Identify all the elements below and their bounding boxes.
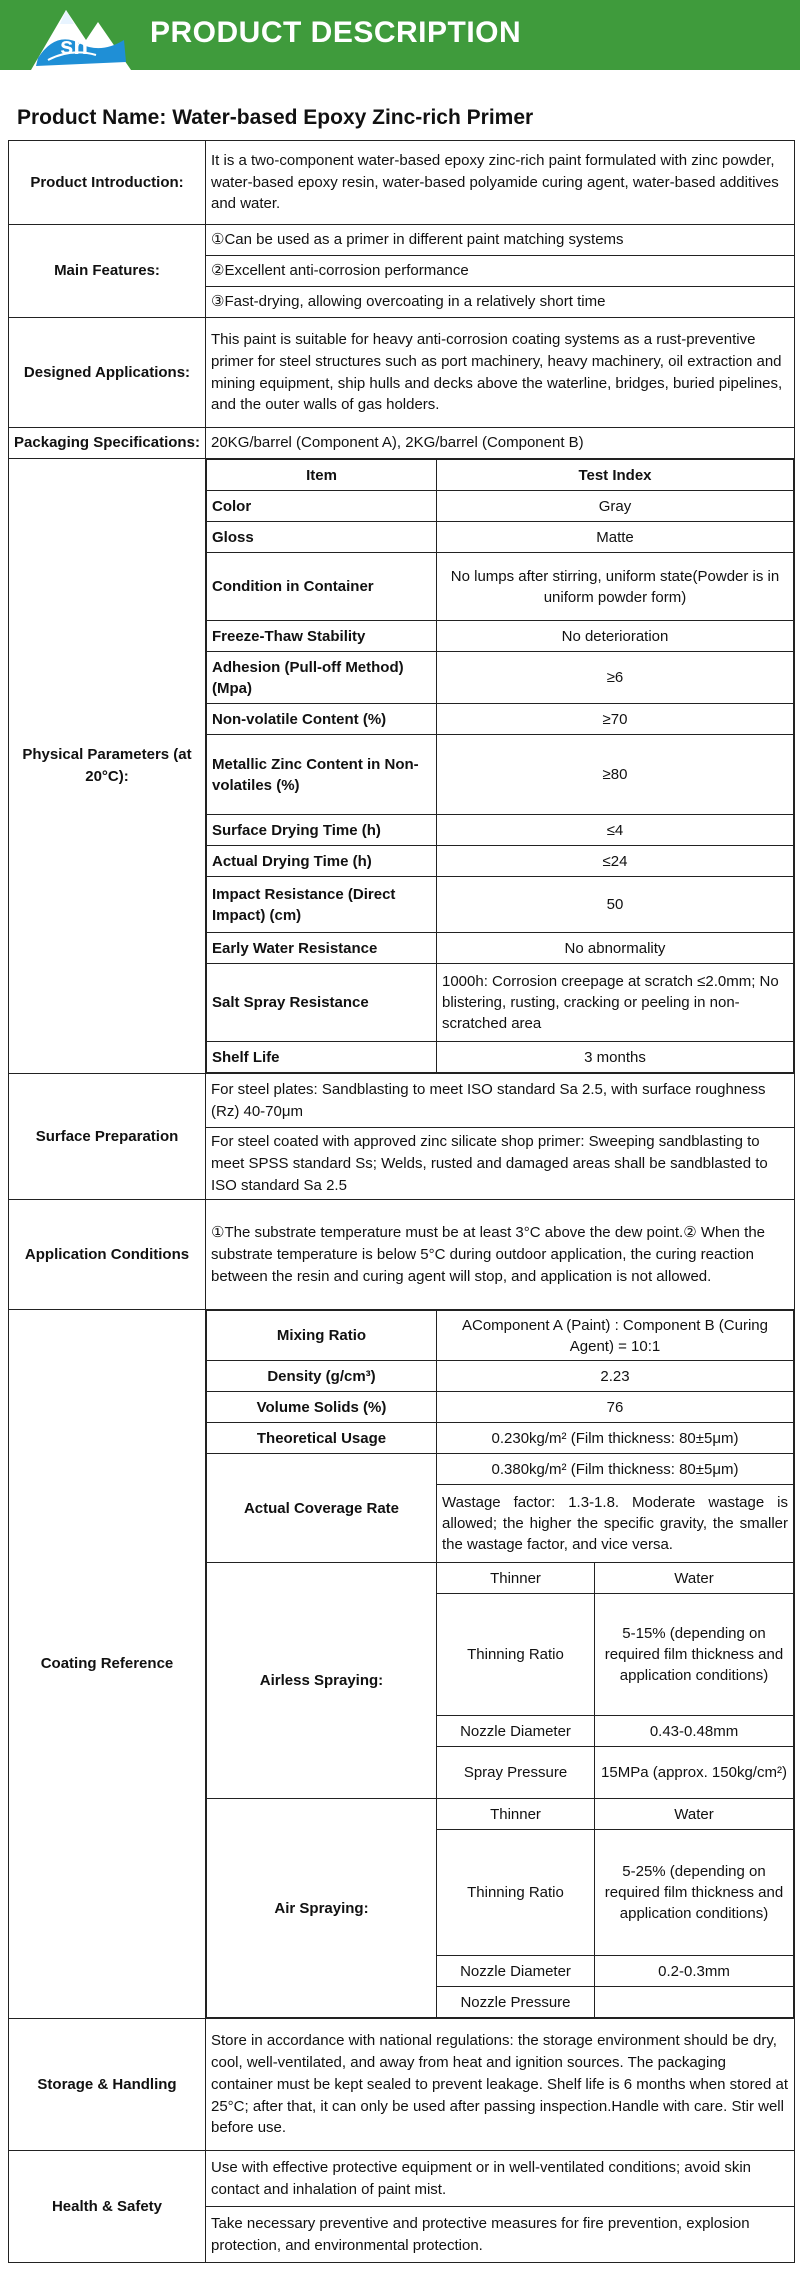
airless-param-value: Water [595,1563,794,1594]
physical-param-row [207,964,794,1042]
coating-actual-row [207,1454,794,1485]
surface-item: For steel coated with approved zinc silicate shop primer: Sweeping sandblasting to meet SPSS standard Ss; Welds, rusted and damaged areas shall be sandblasted to ISO standard Sa 2.5 [206,1128,795,1200]
physical-param-row [207,553,794,621]
param-name: Freeze-Thaw Stability [207,621,437,652]
air-label: Air Spraying: [207,1799,437,2018]
packaging-label: Packaging Specifications: [9,428,206,459]
coating-theoretical-row [207,1423,794,1454]
param-value: ≥70 [437,704,794,735]
theoretical-label: Theoretical Usage [207,1423,437,1454]
air-param-value [595,1987,794,2018]
coating-reference-table [206,1310,794,2018]
feature-item: ②Excellent anti-corrosion performance [206,256,795,287]
density-label: Density (g/cm³) [207,1361,437,1392]
column-header-item: Item [207,460,437,491]
product-name: Product Name: Water-based Epoxy Zinc-rich Primer [17,106,534,129]
header-title: PRODUCT DESCRIPTION [150,16,522,49]
surface-row [9,1074,795,1128]
airless-row [207,1563,794,1594]
health-row [9,2151,795,2207]
param-value: ≥80 [437,735,794,815]
physical-param-row [207,933,794,964]
packaging-row [9,428,795,459]
page-header [0,0,800,70]
airless-param-name: Thinning Ratio [437,1594,595,1716]
storage-row [9,2019,795,2151]
coating-mixing-row [207,1311,794,1361]
air-param-name: Nozzle Pressure [437,1987,595,2018]
param-name: Adhesion (Pull-off Method) (Mpa) [207,652,437,704]
physical-param-row [207,491,794,522]
airless-param-value: 15MPa (approx. 150kg/cm²) [595,1747,794,1799]
intro-label: Product Introduction: [9,141,206,225]
param-value: ≤24 [437,846,794,877]
physical-param-row [207,815,794,846]
coating-label: Coating Reference [9,1310,206,2019]
coating-row [9,1310,795,2019]
param-name: Surface Drying Time (h) [207,815,437,846]
theoretical-value: 0.230kg/m² (Film thickness: 80±5μm) [437,1423,794,1454]
physical-param-row [207,846,794,877]
param-name: Color [207,491,437,522]
param-name: Shelf Life [207,1042,437,1073]
applications-text: This paint is suitable for heavy anti-corrosion coating systems as a rust-preventive primer for steel structures such as port machinery, heavy machinery, oil extraction and mining equipment, ship hulls and decks above the waterline, bridges, buried pipelines, and the outer walls of gas holders. [206,318,795,428]
param-name: Non-volatile Content (%) [207,704,437,735]
physical-label: Physical Parameters (at 20°C): [9,459,206,1074]
applications-row [9,318,795,428]
param-value: Gray [437,491,794,522]
health-item: Take necessary preventive and protective measures for fire prevention, explosion protection, and environmental protection. [206,2207,795,2263]
mixing-label: Mixing Ratio [207,1311,437,1361]
physical-header-row [207,460,794,491]
param-value: 3 months [437,1042,794,1073]
air-param-value: 5-25% (depending on required film thickness and application conditions) [595,1830,794,1956]
physical-parameters-table [206,459,794,1073]
health-item: Use with effective protective equipment or in well-ventilated conditions; avoid skin contact and inhalation of paint mist. [206,2151,795,2207]
intro-row [9,141,795,225]
intro-text: It is a two-component water-based epoxy zinc-rich paint formulated with zinc powder, water-based epoxy resin, water-based polyamide curing agent, water-based additives and water. [206,141,795,225]
surface-item: For steel plates: Sandblasting to meet ISO standard Sa 2.5, with surface roughness (Rz) 40-70μm [206,1074,795,1128]
param-value: ≤4 [437,815,794,846]
air-param-name: Thinning Ratio [437,1830,595,1956]
air-param-value: 0.2-0.3mm [595,1956,794,1987]
param-value: No lumps after stirring, uniform state(Powder is in uniform powder form) [437,553,794,621]
param-value: ≥6 [437,652,794,704]
physical-param-row [207,704,794,735]
param-value: No abnormality [437,933,794,964]
actual-value-wastage: Wastage factor: 1.3-1.8. Moderate wastage is allowed; the higher the specific gravity, the smaller the wastage factor, and vice versa. [437,1485,794,1563]
actual-value-usage: 0.380kg/m² (Film thickness: 80±5μm) [437,1454,794,1485]
param-name: Actual Drying Time (h) [207,846,437,877]
param-value: Matte [437,522,794,553]
conditions-label: Application Conditions [9,1200,206,1310]
physical-param-row [207,522,794,553]
param-value: No deterioration [437,621,794,652]
storage-text: Store in accordance with national regulations: the storage environment should be dry, cool, well-ventilated, and away from heat and ignition sources. The packaging container must be kept sealed to prevent leakage. Shelf life is 6 months when stored at 25°C; after that, it can only be used after passing inspection.Handle with care. Stir well before use. [206,2019,795,2151]
coating-volume-row [207,1392,794,1423]
air-row [207,1799,794,1830]
volume-value: 76 [437,1392,794,1423]
physical-param-row [207,877,794,933]
airless-param-name: Spray Pressure [437,1747,595,1799]
density-value: 2.23 [437,1361,794,1392]
physical-param-row [207,652,794,704]
airless-param-name: Nozzle Diameter [437,1716,595,1747]
storage-label: Storage & Handling [9,2019,206,2151]
features-row [9,225,795,256]
health-label: Health & Safety [9,2151,206,2263]
physical-param-row [207,621,794,652]
features-label: Main Features: [9,225,206,318]
air-param-name: Nozzle Diameter [437,1956,595,1987]
volume-label: Volume Solids (%) [207,1392,437,1423]
physical-param-row [207,735,794,815]
spec-table [8,140,795,2263]
air-param-value: Water [595,1799,794,1830]
param-name: Salt Spray Resistance [207,964,437,1042]
coating-density-row [207,1361,794,1392]
param-name: Early Water Resistance [207,933,437,964]
surface-label: Surface Preparation [9,1074,206,1200]
airless-label: Airless Spraying: [207,1563,437,1799]
param-name: Gloss [207,522,437,553]
param-name: Impact Resistance (Direct Impact) (cm) [207,877,437,933]
column-header-test-index: Test Index [437,460,794,491]
param-name: Condition in Container [207,553,437,621]
air-param-name: Thinner [437,1799,595,1830]
mixing-value: AComponent A (Paint) : Component B (Curing Agent) = 10:1 [437,1311,794,1361]
actual-label: Actual Coverage Rate [207,1454,437,1563]
feature-item: ③Fast-drying, allowing overcoating in a relatively short time [206,287,795,318]
conditions-text: ①The substrate temperature must be at least 3°C above the dew point.② When the substrate temperature is below 5°C during outdoor application, the curing reaction between the resin and curing agent will stop, and application is not allowed. [206,1200,795,1310]
param-value: 50 [437,877,794,933]
physical-param-row [207,1042,794,1073]
airless-param-name: Thinner [437,1563,595,1594]
applications-label: Designed Applications: [9,318,206,428]
conditions-row [9,1200,795,1310]
feature-item: ①Can be used as a primer in different paint matching systems [206,225,795,256]
packaging-text: 20KG/barrel (Component A), 2KG/barrel (Component B) [206,428,795,459]
airless-param-value: 5-15% (depending on required film thickness and application conditions) [595,1594,794,1716]
airless-param-value: 0.43-0.48mm [595,1716,794,1747]
physical-row [9,459,795,1074]
param-value: 1000h: Corrosion creepage at scratch ≤2.0mm; No blistering, rusting, cracking or peeling in non-scratched area [437,964,794,1042]
logo-text: sh [60,33,89,60]
param-name: Metallic Zinc Content in Non-volatiles (%) [207,735,437,815]
company-logo [26,0,136,70]
